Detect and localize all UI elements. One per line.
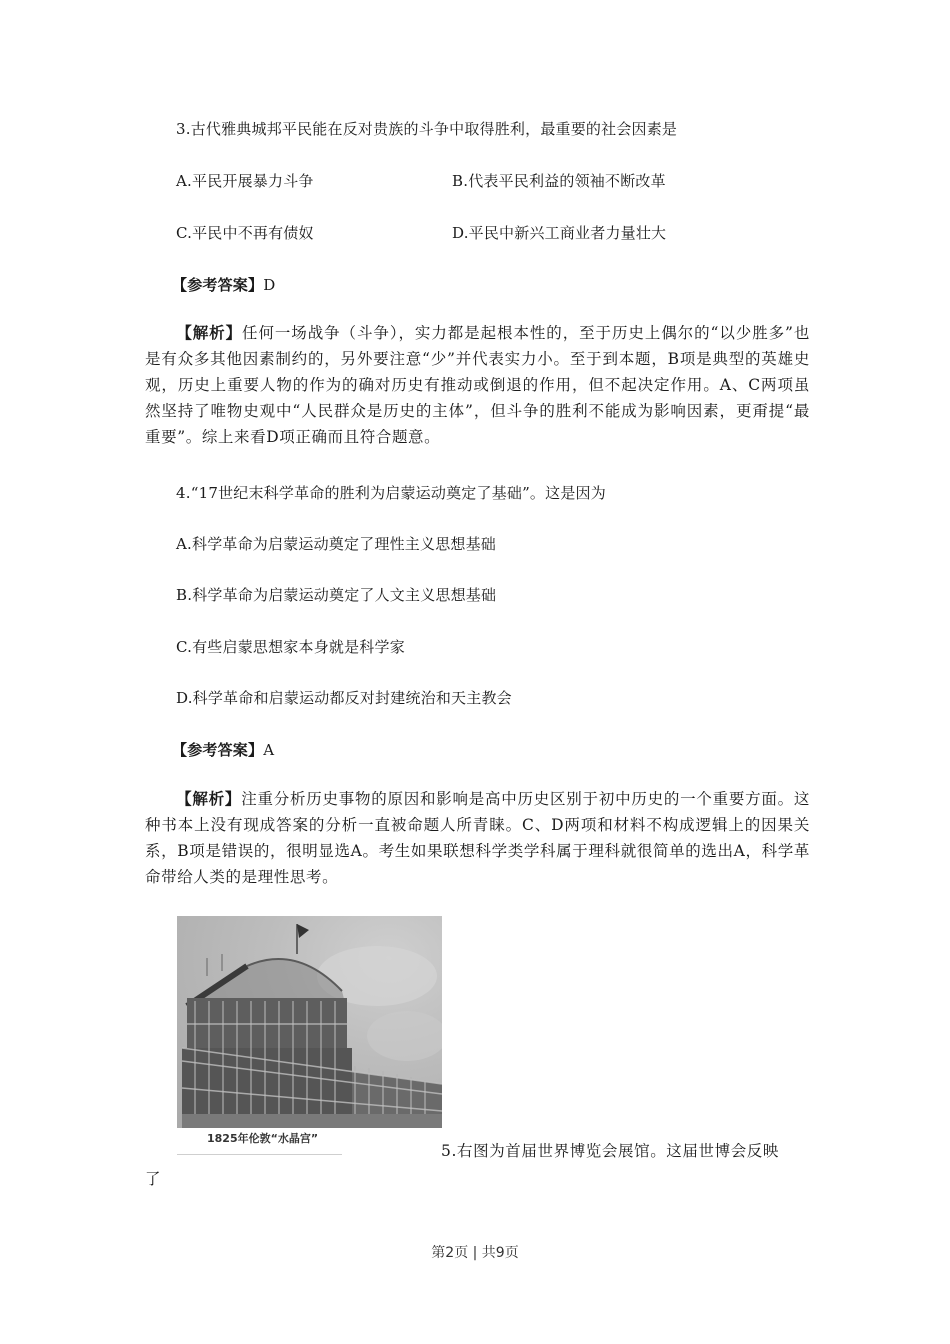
question-4-stem: 4.“17世纪末科学革命的胜利为启蒙运动奠定了基础”。这是因为 bbox=[176, 484, 606, 502]
analysis-label: 【解析】 bbox=[176, 790, 242, 808]
figure-caption: 1825年伦敦“水晶宫” bbox=[207, 1132, 319, 1145]
question-3-answer bbox=[172, 275, 275, 295]
answer-label: 【参考答案】 bbox=[172, 276, 264, 294]
question-3-analysis bbox=[145, 320, 810, 450]
question-3-option-c: C.平民中不再有债奴 bbox=[176, 224, 314, 242]
question-4-analysis bbox=[145, 786, 810, 890]
question-3-option-a: A.平民开展暴力斗争 bbox=[176, 172, 314, 190]
crystal-palace-figure bbox=[177, 916, 442, 1156]
question-5-stem: 5.右图为首届世界博览会展馆。这届世博会反映 bbox=[441, 1142, 779, 1160]
question-4-option-c: C.有些启蒙思想家本身就是科学家 bbox=[176, 638, 405, 656]
answer-label: 【参考答案】 bbox=[172, 741, 264, 759]
answer-value: D bbox=[263, 276, 276, 294]
question-4-option-a: A.科学革命为启蒙运动奠定了理性主义思想基础 bbox=[176, 535, 497, 553]
question-4-answer bbox=[172, 740, 274, 760]
analysis-text: 注重分析历史事物的原因和影响是高中历史区别于初中历史的一个重要方面。这种书本上没有现成答案的分析一直被命题人所青睐。C、D两项和材料不构成逻辑上的因果关系，B项是错误的，很明显选A。考生如果联想科学类学科属于理科就很简单的选出A，科学革命带给人类的是理性思考。 bbox=[145, 790, 810, 886]
question-4-option-b: B.科学革命为启蒙运动奠定了人文主义思想基础 bbox=[176, 586, 497, 604]
answer-value: A bbox=[263, 741, 275, 759]
question-3-option-b: B.代表平民利益的领袖不断改革 bbox=[452, 172, 666, 190]
figure-underline bbox=[177, 1154, 342, 1155]
question-4-option-d: D.科学革命和启蒙运动都反对封建统治和天主教会 bbox=[176, 689, 512, 707]
question-5-stem-continued: 了 bbox=[145, 1170, 161, 1188]
analysis-text: 任何一场战争（斗争），实力都是起根本性的，至于历史上偶尔的“以少胜多”也是有众多其他因素制约的，另外要注意“少”并代表实力小。至于到本题，B项是典型的英雄史观，历史上重要人物的作为的确对历史有推动或倒退的作用，但不起决定作用。A、C两项虽然坚持了唯物史观中“人民群众是历史的主体”，但斗争的胜利不能成为影响因素，更甭提“最重要”。综上来看D项正确而且符合题意。 bbox=[145, 324, 810, 446]
crystal-palace-photo bbox=[177, 916, 442, 1128]
question-3-stem: 3.古代雅典城邦平民能在反对贵族的斗争中取得胜利，最重要的社会因素是 bbox=[176, 120, 678, 138]
question-3-option-d: D.平民中新兴工商业者力量壮大 bbox=[452, 224, 667, 242]
page-footer: 第2页 | 共9页 bbox=[431, 1245, 519, 1261]
analysis-label: 【解析】 bbox=[176, 324, 243, 342]
